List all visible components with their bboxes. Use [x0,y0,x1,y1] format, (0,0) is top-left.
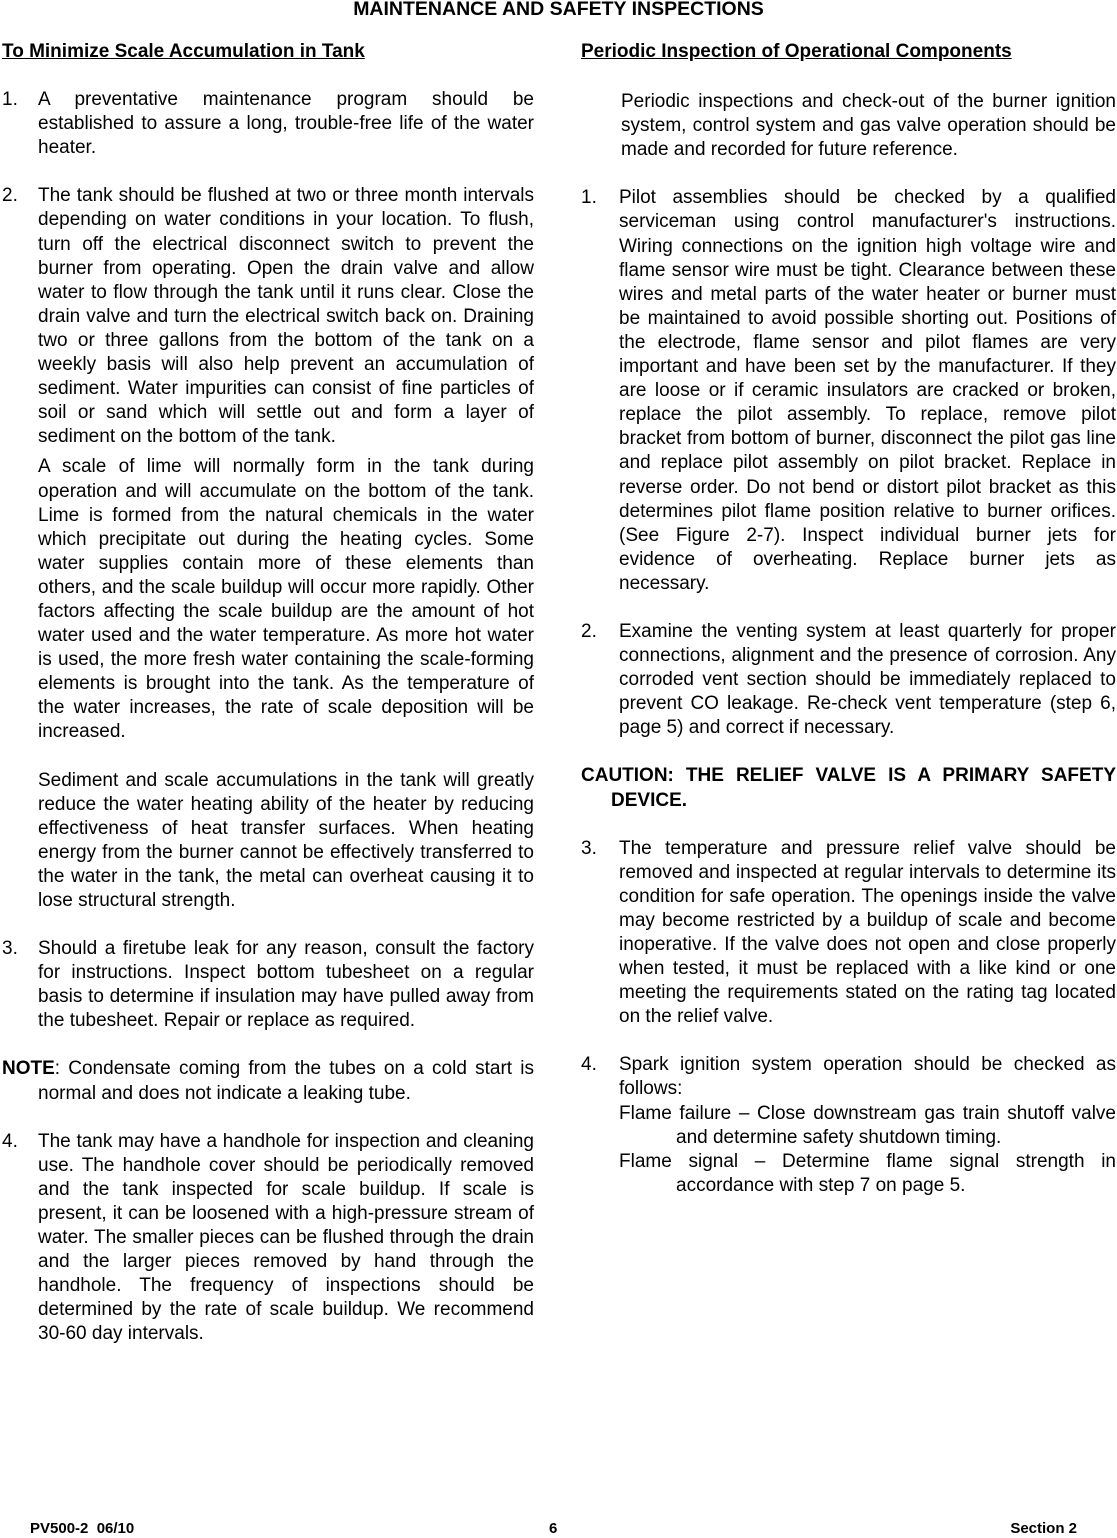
item-text: The tank may have a handhole for inspection and cleaning use. The handhole cover should be periodically removed and the tank inspected for scale buildup. If scale is present, it can be loosened with a high-pressure stream of water. The smaller pieces can be flushed through the drain and the larger pieces removed by hand through the handhole. The frequency of inspections should be determined by the rate of scale buildup. We recommend 30-60 day intervals. [38,1130,534,1345]
note [2,1057,534,1105]
caution-notice: CAUTION: THE RELIEF VALVE IS A PRIMARY SAFETY DEVICE. [581,765,1116,811]
item-text: Spark ignition system operation should be checked as follows: [619,1054,1116,1100]
list-item [2,184,534,449]
footer-doc-id: PV500-2 06/10 [30,1520,135,1537]
list-item [581,837,1116,1030]
list-item [2,937,534,1033]
item-number: 2. [2,185,18,207]
page-title: MAINTENANCE AND SAFETY INSPECTIONS [353,0,764,20]
item-text: Should a firetube leak for any reason, consult the factory for instructions. Inspect bottom tubesheet on a regular basis to determine if insulation may have pulled away from the tubesheet. Repair or replace as required. [38,938,534,1032]
inspection-section-heading: Periodic Inspection of Operational Components [581,41,1012,62]
item-number: 1. [2,89,18,111]
flame-failure-step: Flame failure – Close downstream gas train shutoff valve and determine safety shutdown timing. [619,1102,1116,1148]
right-column [581,40,1116,1222]
sediment-paragraph: Sediment and scale accumulations in the tank will greatly reduce the water heating ability of the heater by reducing effectiveness of heat transfer surfaces. When heating energy from the burner cannot be effectively transferred to the water in the tank, the metal can overheat causing it to lose structural strength. [38,769,534,911]
item-text: A preventative maintenance program should be established to assure a long, trouble-free life of the water heater. [38,89,534,159]
item-number: 3. [581,837,597,859]
flame-signal-step: Flame signal – Determine flame signal strength in accordance with step 7 on page 5. [619,1150,1116,1196]
item-number: 3. [2,938,18,960]
item-text: Pilot assemblies should be checked by a qualified serviceman using control manufacturer's instructions. Wiring connections on the ignition high voltage wire and flame sensor wire must be tight. Clearance between these wires and metal parts of the water heater or burner must be maintained to avoid possible shorting out. Positions of the electrode, flame sensor and pilot flames are very important and have been set by the manufacturer. If they are loose or if ceramic insulators are cracked or broken, replace the pilot assembly. To replace, remove pilot bracket from bottom of burner, disconnect the pilot gas line and replace pilot assembly on pilot bracket. Replace in reverse order. Do not bend or distort pilot bracket as this determines pilot flame position relative to burner orifices. (See Figure 2-7). Inspect individual burner jets for evidence of overheating. Replace burner jets as necessary. [619,187,1116,594]
note-text: : Condensate coming from the tubes on a cold start is normal and does not indicate a leaking tube. [38,1058,534,1104]
left-column [2,40,534,1371]
scale-section-heading: To Minimize Scale Accumulation in Tank [2,41,365,62]
footer-page-number: 6 [549,1520,558,1537]
item-number: 1. [581,187,597,209]
list-item [581,620,1116,740]
item-number: 2. [581,620,597,642]
intro-paragraph: Periodic inspections and check-out of the burner ignition system, control system and gas valve operation should be made and recorded for future reference. [621,91,1116,161]
scale-paragraph: A scale of lime will normally form in the tank during operation and will accumulate on the bottom of the tank. Lime is formed from the natural chemicals in the water which precipitate out during the heating cycles. Some water supplies contain more of these elements than others, and the scale buildup will occur more rapidly. Other factors affecting the scale buildup are the amount of hot water used and the water temperature. As more hot water is used, the more fresh water containing the scale-forming elements is brought into the tank. As the temperature of the water increases, the rate of scale deposition will be increased. [38,456,534,743]
list-item [2,88,534,160]
list-item [581,1053,1116,1198]
list-item [2,1130,534,1347]
footer-section: Section 2 [1010,1520,1077,1537]
item-number: 4. [581,1054,597,1076]
item-number: 4. [2,1130,18,1152]
item-text: The tank should be flushed at two or three month intervals depending on water conditions in your location. To flush, turn off the electrical disconnect switch to prevent the burner from operating. Open the drain valve and allow water to flow through the tank until it runs clear. Close the drain valve and turn the electrical switch back on. Draining two or three gallons from the bottom of the tank on a weekly basis will also help prevent an accumulation of sediment. Water impurities can consist of fine particles of soil or sand which will settle out and form a layer of sediment on the bottom of the tank. [38,185,534,448]
item-text: Examine the venting system at least quarterly for proper connections, alignment and the presence of corrosion. Any corroded vent section should be immediately replaced to prevent CO leakage. Re-check vent temperature (step 6, page 5) and correct if necessary. [619,620,1116,739]
list-item [581,186,1116,596]
item-text: The temperature and pressure relief valve should be removed and inspected at regular intervals to determine its condition for safe operation. The openings inside the valve may become restricted by a buildup of scale and become inoperative. If the valve does not open and close properly when tested, it must be replaced with a like kind or one meeting the requirements stated on the rating tag located on the relief valve. [619,837,1116,1028]
note-label: NOTE [2,1058,55,1080]
